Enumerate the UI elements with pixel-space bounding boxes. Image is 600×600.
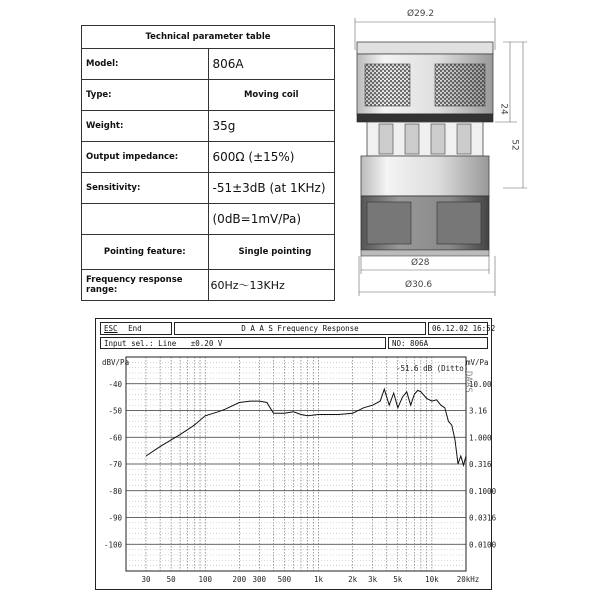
capsule-svg xyxy=(345,0,535,305)
parameter-table xyxy=(81,25,335,301)
dim-height-head-label: 24 xyxy=(498,103,509,115)
y2-tick-label: 0.0100 xyxy=(469,540,497,550)
row-value: 35g xyxy=(208,111,335,142)
table-title-row xyxy=(82,26,335,49)
y2-tick-label: 0.0316 xyxy=(469,513,497,523)
row-label: Frequency response range: xyxy=(82,270,209,301)
y2-tick-label: 0.1000 xyxy=(469,486,497,496)
y-tick-label: -70 xyxy=(108,460,122,469)
row-label: Output impedance: xyxy=(82,142,209,173)
end-label: End xyxy=(128,324,142,333)
y2-tick-label: 3.16 xyxy=(469,406,488,416)
x-tick-label: 2k xyxy=(348,575,358,584)
window-title: D A A S Frequency Response xyxy=(174,322,426,335)
dim-height-total-label: 52 xyxy=(509,139,520,151)
x-tick-label: 1k xyxy=(314,575,324,584)
y-axis-right xyxy=(469,380,497,550)
microphone-capsule-drawing xyxy=(345,0,535,305)
table-row xyxy=(82,49,335,80)
date-text: 06.12.02 xyxy=(432,324,469,333)
row-label: Weight: xyxy=(82,111,209,142)
row-value: Moving coil xyxy=(208,80,335,111)
dim-bottom-label: Ø30.6 xyxy=(405,280,433,290)
time-text: 16:52 xyxy=(472,324,496,333)
y-axis-left xyxy=(104,380,123,550)
row-label xyxy=(82,204,209,235)
input-sel-text: Input sel.: Line xyxy=(104,339,177,348)
row-value: 600Ω (±15%) xyxy=(208,142,335,173)
x-tick-label: 50 xyxy=(166,575,176,584)
y2-tick-label: 10.00 xyxy=(469,379,492,389)
dimension-right xyxy=(495,42,527,188)
row-value: Single pointing xyxy=(208,235,335,270)
table-row xyxy=(82,142,335,173)
row-label: Sensitivity: xyxy=(82,173,209,204)
table-row xyxy=(82,80,335,111)
row-label: Pointing feature: xyxy=(82,235,209,270)
esc-key: ESC xyxy=(104,324,118,333)
y-axis-unit-right: mV/Pa xyxy=(466,358,489,367)
y2-tick-label: 0.316 xyxy=(469,460,492,469)
frequency-response-chart xyxy=(96,319,497,587)
x-tick-label: 300 xyxy=(252,575,267,584)
dim-middle-label: Ø28 xyxy=(411,258,430,268)
row-label: Model: xyxy=(82,49,209,80)
row-value: 60Hz～13KHz xyxy=(208,270,335,301)
y-tick-label: -90 xyxy=(108,513,122,523)
frequency-response-window xyxy=(95,318,497,590)
row-value: -51±3dB (at 1KHz) xyxy=(208,173,335,204)
row-label: Type: xyxy=(82,80,209,111)
device-number: NO: 806A xyxy=(388,337,488,349)
x-tick-label: 100 xyxy=(198,575,212,584)
y-axis-unit-left: dBV/Pa xyxy=(102,358,130,367)
x-tick-label: 5k xyxy=(393,575,403,584)
x-tick-label: 3k xyxy=(368,575,378,584)
y-tick-label: -60 xyxy=(108,433,122,443)
table-title: Technical parameter table xyxy=(82,26,335,49)
table-row xyxy=(82,204,335,235)
x-tick-label: 30 xyxy=(141,575,151,584)
y-tick-label: -50 xyxy=(108,406,122,416)
y2-tick-label: 1.000 xyxy=(469,433,492,443)
y-tick-label: -80 xyxy=(108,486,122,496)
input-level-text: ±0.20 V xyxy=(190,339,223,348)
row-value: 806A xyxy=(208,49,335,80)
table-row xyxy=(82,235,335,270)
table-row xyxy=(82,173,335,204)
daas-watermark: DAAS xyxy=(463,371,473,393)
x-axis xyxy=(141,575,479,584)
sensitivity-annotation: -51.6 dB (Ditto) xyxy=(396,364,469,373)
x-tick-label: 200 xyxy=(232,575,247,584)
x-tick-label: 10k xyxy=(425,575,439,584)
capsule-neck xyxy=(367,122,483,156)
dim-top-label: Ø29.2 xyxy=(407,9,435,19)
y-tick-label: -100 xyxy=(103,540,122,550)
x-tick-label: 500 xyxy=(277,575,292,584)
capsule-body xyxy=(361,156,489,256)
y-tick-label: -40 xyxy=(108,379,122,389)
row-value: (0dB=1mV/Pa) xyxy=(208,204,335,235)
table-row xyxy=(82,270,335,301)
x-tick-label: 20kHz xyxy=(456,575,480,584)
table-row xyxy=(82,111,335,142)
capsule-head xyxy=(357,42,493,122)
